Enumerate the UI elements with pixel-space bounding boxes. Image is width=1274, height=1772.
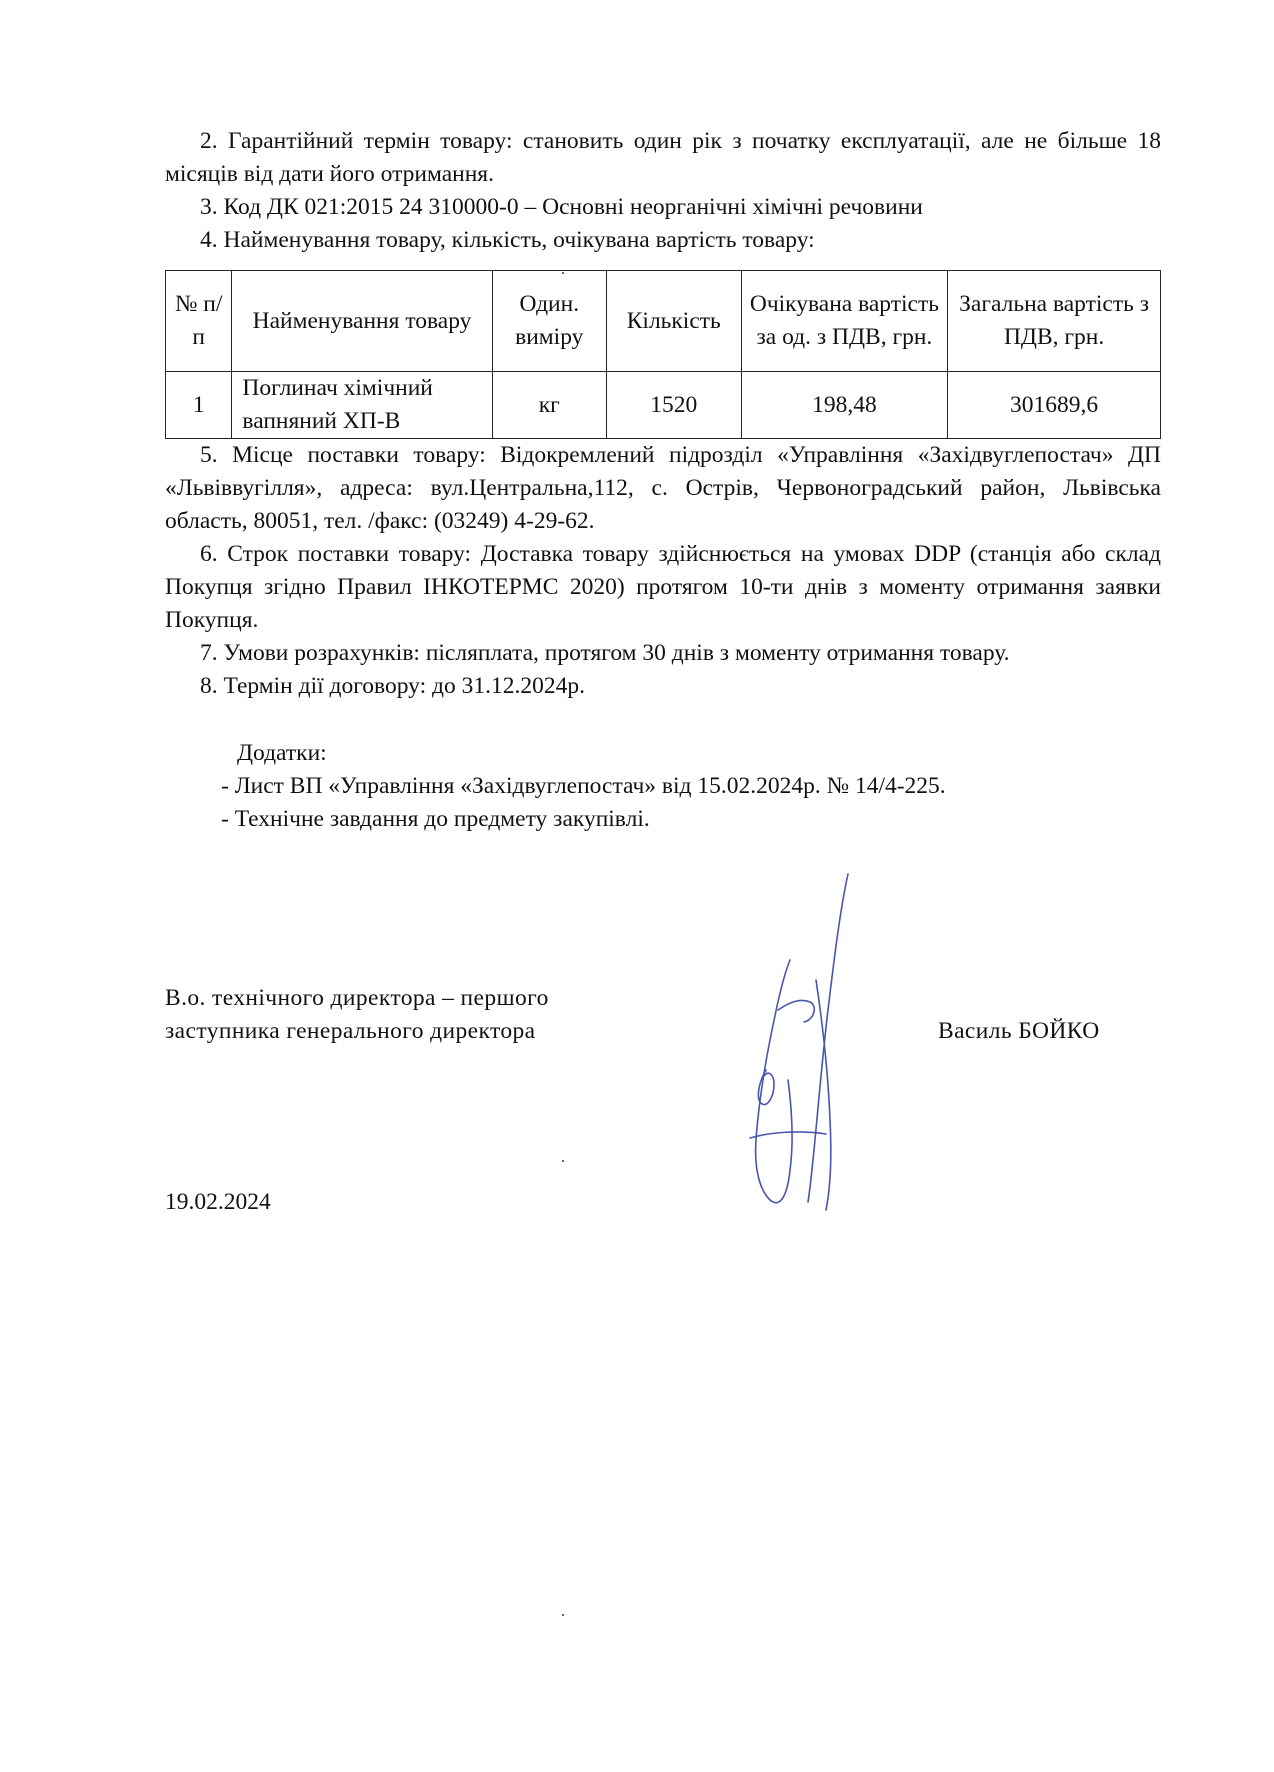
cell-num: 1 bbox=[166, 372, 232, 439]
header-num: № п/п bbox=[166, 271, 232, 372]
table-row bbox=[166, 372, 1161, 439]
attachment-item: - Технічне завдання до предмету закупівлі. bbox=[221, 806, 650, 832]
paragraph-dk-code: 3. Код ДК 021:2015 24 310000-0 – Основні неорганічні хімічні речовини bbox=[200, 194, 923, 220]
header-unit-price: Очікувана вартість за од. з ПДВ, грн. bbox=[741, 271, 948, 372]
header-total: Загальна вартість з ПДВ, грн. bbox=[948, 271, 1161, 372]
signature-block bbox=[165, 982, 1161, 1048]
goods-table-header-row bbox=[166, 271, 1161, 372]
handwritten-signature bbox=[730, 870, 890, 1230]
goods-table bbox=[165, 270, 1161, 439]
paragraph-delivery-term: 6. Строк поставки товару: Доставка товару здійснюється на умовах DDP (станція або склад Покупця згідно Правил ІНКОТЕРМС 2020) протягом 10-ти днів з моменту отримання заявки Покупця. bbox=[165, 541, 1161, 633]
paragraph-delivery-place: 5. Місце поставки товару: Відокремлений підрозділ «Управління «Західвуглепостач» ДП «Львіввугілля», адреса: вул.Центральна,112, с. Острів, Червоноградський район, Львівська область, 80051, тел. /факс: (03249) 4-29-62. bbox=[165, 442, 1161, 534]
scan-speck bbox=[562, 1160, 564, 1162]
document-body bbox=[165, 125, 1161, 836]
header-unit: Один. виміру bbox=[492, 271, 606, 372]
header-qty: Кількість bbox=[606, 271, 741, 372]
paragraph-contract-term: 8. Термін дії договору: до 31.12.2024р. bbox=[200, 673, 585, 699]
header-name: Найменування товару bbox=[232, 271, 492, 372]
attachments-section bbox=[165, 737, 1161, 836]
signer-position-line1: В.о. технічного директора – першого bbox=[165, 985, 549, 1011]
cell-name: Поглинач хімічний вапняний ХП-В bbox=[232, 372, 492, 439]
document-date: 19.02.2024 bbox=[165, 1189, 271, 1215]
paragraph-warranty: 2. Гарантійний термін товару: становить один рік з початку експлуатації, але не більше 18 місяців від дати його отримання. bbox=[165, 128, 1161, 187]
scan-speck bbox=[562, 272, 564, 274]
cell-unit-price: 198,48 bbox=[741, 372, 948, 439]
cell-total: 301689,6 bbox=[948, 372, 1161, 439]
paragraph-goods-heading: 4. Найменування товару, кількість, очікувана вартість товару: bbox=[200, 227, 815, 253]
signer-position-line2: заступника генерального директора bbox=[165, 1018, 536, 1044]
paragraph-payment-terms: 7. Умови розрахунків: післяплата, протягом 30 днів з моменту отримання товару. bbox=[200, 640, 1010, 666]
attachments-title: Додатки: bbox=[237, 740, 327, 766]
attachment-item: - Лист ВП «Управління «Західвуглепостач» від 15.02.2024р. № 14/4-225. bbox=[221, 773, 946, 799]
cell-qty: 1520 bbox=[606, 372, 741, 439]
signer-name: Василь БОЙКО bbox=[938, 1018, 1100, 1044]
cell-unit: кг bbox=[492, 372, 606, 439]
scan-speck bbox=[562, 1614, 564, 1616]
